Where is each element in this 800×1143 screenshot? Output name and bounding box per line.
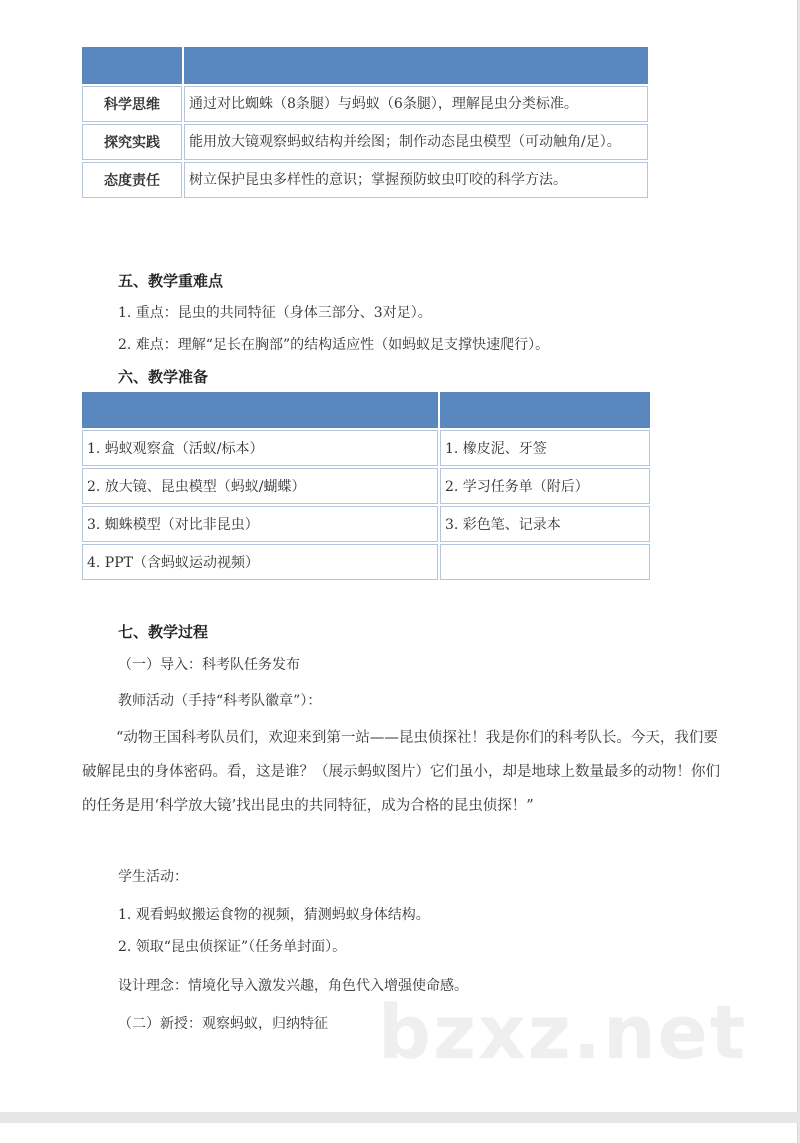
teacher-quote: “动物王国科考队员们，欢迎来到第一站——昆虫侦探社！我是你们的科考队长。今天，我们要破解昆虫的身体密码。看，这是谁？（展示蚂蚁图片）它们虽小，却是地球上数量最多的动物！你们的任务是用‘科学放大镜’找出昆虫的共同特征，成为合格的昆虫侦探！” xyxy=(82,730,720,814)
goal-key: 态度责任 xyxy=(82,162,182,198)
table-row xyxy=(82,86,648,122)
section-heading: 六、教学准备 xyxy=(118,368,209,386)
table-cell xyxy=(440,544,650,580)
list-item: 2. 难点：理解“足长在胸部”的结构适应性（如蚂蚁足支撑快速爬行）。 xyxy=(118,337,550,353)
table-row xyxy=(82,162,648,198)
goal-key: 探究实践 xyxy=(82,124,182,160)
goal-key: 科学思维 xyxy=(82,86,182,122)
table-row xyxy=(82,544,650,580)
goal-value: 能用放大镜观察蚂蚁结构并绘图；制作动态昆虫模型（可动触角/足）。 xyxy=(184,124,648,160)
table-cell: 4. PPT（含蚂蚁运动视频） xyxy=(82,544,438,580)
section-heading: 五、教学重难点 xyxy=(118,272,224,290)
table-header-row xyxy=(82,47,648,84)
section-heading: 七、教学过程 xyxy=(118,623,209,641)
watermark: bzxz.net xyxy=(378,990,748,1076)
goal-value: 通过对比蜘蛛（8条腿）与蚂蚁（6条腿），理解昆虫分类标准。 xyxy=(184,86,648,122)
table-cell: 2. 放大镜、昆虫模型（蚂蚁/蝴蝶） xyxy=(82,468,438,504)
table-cell: 2. 学习任务单（附后） xyxy=(440,468,650,504)
table-row xyxy=(82,506,650,542)
goal-value: 树立保护昆虫多样性的意识；掌握预防蚊虫叮咬的科学方法。 xyxy=(184,162,648,198)
table-header-row xyxy=(82,392,650,428)
table-cell: 3. 蜘蛛模型（对比非昆虫） xyxy=(82,506,438,542)
list-item: 1. 重点：昆虫的共同特征（身体三部分、3对足）。 xyxy=(118,305,432,321)
table-row xyxy=(82,124,648,160)
table-row xyxy=(82,468,650,504)
goals-table xyxy=(80,45,650,200)
materials-table xyxy=(80,390,652,582)
subsection-heading: （二）新授：观察蚂蚁，归纳特征 xyxy=(118,1016,328,1032)
list-item: 1. 观看蚂蚁搬运食物的视频，猜测蚂蚁身体结构。 xyxy=(118,907,430,923)
table-cell: 1. 蚂蚁观察盒（活蚁/标本） xyxy=(82,430,438,466)
table-row xyxy=(82,430,650,466)
subsection-heading: （一）导入：科考队任务发布 xyxy=(118,657,300,673)
design-note: 设计理念：情境化导入激发兴趣，角色代入增强使命感。 xyxy=(118,978,468,994)
student-activity-label: 学生活动： xyxy=(118,869,188,885)
table-cell: 1. 橡皮泥、牙签 xyxy=(440,430,650,466)
table-cell: 3. 彩色笔、记录本 xyxy=(440,506,650,542)
teacher-activity-label: 教师活动（手持“科考队徽章”）： xyxy=(118,693,322,709)
list-item: 2. 领取“昆虫侦探证”（任务单封面）。 xyxy=(118,939,347,955)
next-page xyxy=(0,1123,798,1143)
